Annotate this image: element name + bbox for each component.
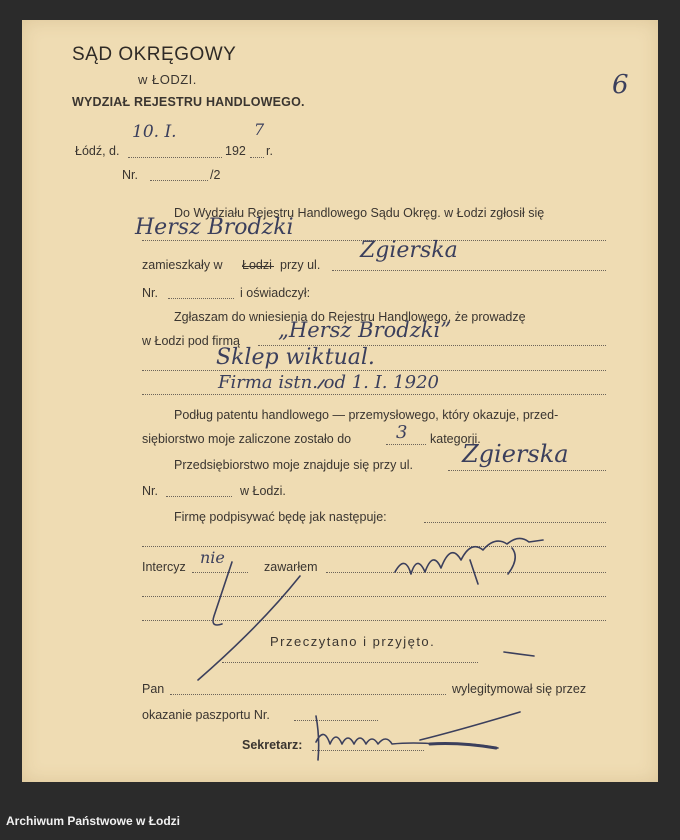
hand-business: Sklep wiktual. <box>216 345 375 370</box>
dash-stroke <box>504 652 534 656</box>
nr-label: Nr. <box>142 286 158 300</box>
declared-text: i oświadczył: <box>240 286 311 300</box>
court-title: SĄD OKRĘGOWY <box>72 44 237 65</box>
street-label: przy ul. <box>280 258 321 272</box>
year-suffix: r. <box>266 144 273 158</box>
place-date-label: Łódź, d. <box>75 144 120 158</box>
court-city: w ŁODZI. <box>138 72 197 87</box>
secretary-label: Sekretarz: <box>242 738 303 752</box>
hand-category: 3 <box>396 422 408 443</box>
read-accepted: Przeczytano i przyjęto. <box>270 634 436 649</box>
secretary-signature <box>316 712 520 760</box>
number-suffix: /2 <box>210 168 221 182</box>
category-text-2: kategorji. <box>430 432 481 446</box>
hand-name: Hersz Brodzki <box>135 215 294 240</box>
archive-footer <box>0 800 680 840</box>
residing-label: zamieszkały w <box>142 258 223 272</box>
passport-text: okazanie paszportu Nr. <box>142 708 270 722</box>
department-title: WYDZIAŁ REJESTRU HANDLOWEGO. <box>72 95 305 109</box>
hand-date-year: 7 <box>254 120 265 139</box>
cross-stroke-2 <box>198 576 300 680</box>
patent-text: Podług patentu handlowego — przemysłowego, który okazuje, przed- <box>174 408 559 422</box>
number-label: Nr. <box>122 168 138 182</box>
concluded-label: zawarłem <box>264 560 318 574</box>
archive-label: Archiwum Państwowe w Łodzi <box>6 814 181 828</box>
year-prefix: 192 <box>225 144 246 158</box>
in-lodz: w Łodzi. <box>240 484 286 498</box>
hand-intercyz: nie <box>200 548 225 567</box>
category-text-1: siębiorstwo moje zaliczone zostało do <box>142 432 352 446</box>
hand-page-number: 6 <box>612 70 629 100</box>
company-signature <box>395 538 543 584</box>
founded-tail <box>318 380 324 388</box>
signing-text: Firmę podpisywać będę jak następuje: <box>174 510 387 524</box>
hand-founded: Firma istn. od 1. I. 1920 <box>218 372 439 393</box>
location-text: Przedsiębiorstwo moje znajduje się przy ul. <box>174 458 413 472</box>
declare-text: Zgłaszam do wniesienia do Rejestru Handlowego, że prowadzę <box>174 310 526 324</box>
intercyz-label: Intercyz <box>142 560 186 574</box>
cross-stroke-1 <box>213 562 232 625</box>
nr-label-2: Nr. <box>142 484 158 498</box>
firm-label: w Łodzi pod firmą <box>142 334 240 348</box>
intro-text: Do Wydziału Rejestru Handlowego Sądu Okręg. w Łodzi zgłosił się <box>174 206 545 220</box>
hand-date-day: 10. I. <box>132 122 177 142</box>
hand-firm-name: „Hersz Brodzki” <box>278 318 451 342</box>
hand-street-2: Zgierska <box>462 440 569 468</box>
secretary-signature-shade <box>430 744 496 749</box>
legitimized-text: wylegitymował się przez <box>452 682 587 696</box>
residing-city: Łodzi <box>242 258 272 272</box>
pan-label: Pan <box>142 682 165 696</box>
hand-street: Zgierska <box>360 238 458 263</box>
